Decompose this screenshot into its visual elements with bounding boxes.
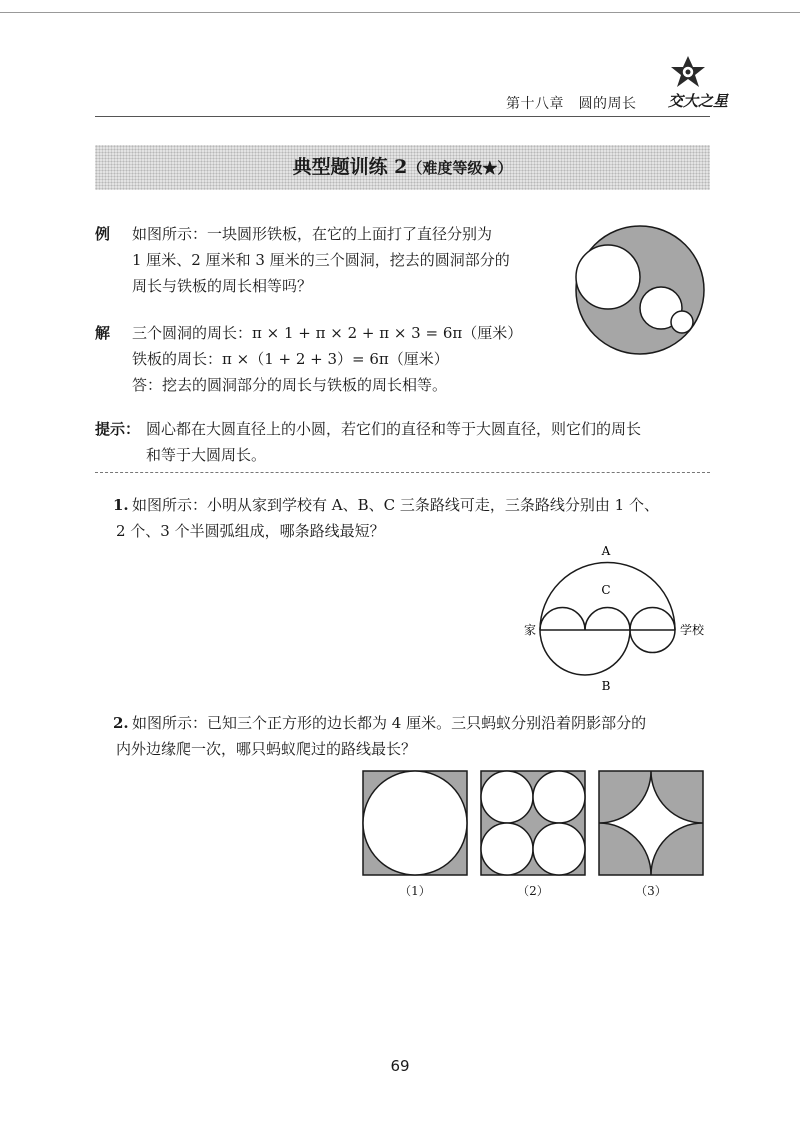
top-border bbox=[0, 12, 800, 13]
q1-line-1: 如图所示：小明从家到学校有 A、B、C 三条路线可走，三条路线分别由 1 个、 bbox=[132, 496, 659, 514]
chapter-header: 第十八章 圆的周长 bbox=[506, 96, 637, 112]
dashed-divider bbox=[95, 472, 710, 473]
route-a-label: A bbox=[601, 544, 611, 558]
hint-line-1: 圆心都在大圆直径上的小圆，若它们的直径和等于大圆直径，则它们的周长 bbox=[146, 420, 642, 438]
home-label: 家 bbox=[523, 623, 536, 637]
solution-line-1: 三个圆洞的周长：π × 1 + π × 2 + π × 3 = 6π（厘米） bbox=[132, 324, 523, 342]
q2-caption-1: （1） bbox=[399, 884, 431, 898]
star-logo-icon bbox=[668, 54, 708, 90]
solution-label: 解 bbox=[95, 324, 111, 342]
solution-line-2: 铁板的周长：π ×（1 + 2 + 3）= 6π（厘米） bbox=[132, 350, 449, 368]
school-label: 学校 bbox=[680, 623, 705, 637]
section-title bbox=[95, 145, 710, 190]
solution-line-3: 答：挖去的圆洞部分的周长与铁板的周长相等。 bbox=[132, 376, 448, 394]
q2-figure-3 bbox=[598, 770, 704, 876]
example-line-3: 周长与铁板的周长相等吗？ bbox=[132, 277, 313, 295]
q2-line-1: 如图所示：已知三个正方形的边长都为 4 厘米。三只蚂蚁分别沿着阴影部分的 bbox=[132, 714, 647, 732]
section-title-main: 典型题训练 2 bbox=[292, 156, 408, 178]
hint-label: 提示： bbox=[95, 420, 141, 438]
page-number: 69 bbox=[390, 1057, 410, 1075]
brand-text: 交大之星 bbox=[668, 92, 729, 110]
q2-figure-2 bbox=[480, 770, 586, 876]
q2-caption-3: （3） bbox=[635, 884, 667, 898]
q2-caption-2: （2） bbox=[517, 884, 549, 898]
example-figure-circles bbox=[570, 220, 710, 360]
example-label: 例 bbox=[95, 225, 111, 243]
example-line-1: 如图所示：一块圆形铁板，在它的上面打了直径分别为 bbox=[132, 225, 493, 243]
q2-number: 2. bbox=[113, 714, 129, 732]
route-c-label: C bbox=[601, 583, 611, 597]
header-divider bbox=[95, 116, 710, 117]
q1-figure-routes bbox=[510, 540, 725, 700]
q1-line-2: 2 个、3 个半圆弧组成，哪条路线最短？ bbox=[116, 522, 385, 540]
q2-figure-1 bbox=[362, 770, 468, 876]
section-title-suffix: （难度等级★） bbox=[407, 159, 513, 177]
hint-line-2: 和等于大圆周长。 bbox=[146, 446, 267, 464]
q2-line-2: 内外边缘爬一次，哪只蚂蚁爬过的路线最长？ bbox=[116, 740, 417, 758]
route-b-label: B bbox=[601, 679, 611, 693]
example-line-2: 1 厘米、2 厘米和 3 厘米的三个圆洞，挖去的圆洞部分的 bbox=[132, 251, 510, 269]
q1-number: 1. bbox=[113, 496, 129, 514]
